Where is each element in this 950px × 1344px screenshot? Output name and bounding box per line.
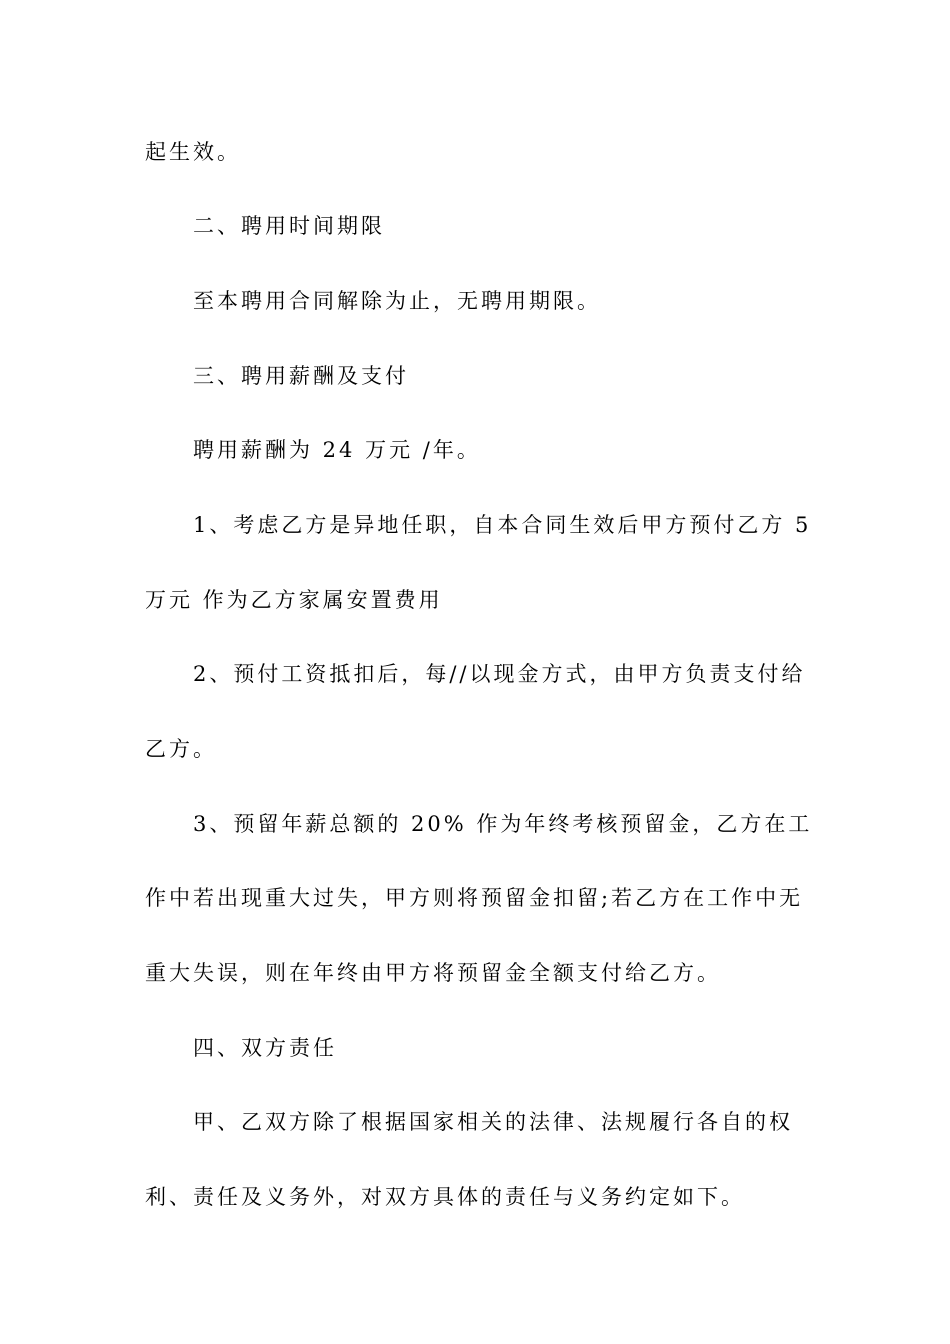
- section-heading: 三、聘用薪酬及支付: [193, 364, 409, 388]
- text-line: 万元 作为乙方家属安置费用: [145, 588, 443, 612]
- text-line: 至本聘用合同解除为止，无聘用期限。: [193, 289, 601, 313]
- text-line: 2、预付工资抵扣后，每//以现金方式，由甲方负责支付给: [193, 662, 806, 686]
- text-line: 聘用薪酬为 24 万元 /年。: [193, 438, 481, 462]
- section-heading: 二、聘用时间期限: [193, 214, 385, 238]
- text-line: 重大失误，则在年终由甲方将预留金全额支付给乙方。: [145, 961, 721, 985]
- text-line: 利、责任及义务外，对双方具体的责任与义务约定如下。: [145, 1185, 745, 1209]
- text-line: 3、预留年薪总额的 20% 作为年终考核预留金，乙方在工: [193, 812, 813, 836]
- text-line: 乙方。: [145, 737, 217, 761]
- text-line: 作中若出现重大过失，甲方则将预留金扣留;若乙方在工作中无: [145, 886, 804, 910]
- text-line: 甲、乙双方除了根据国家相关的法律、法规履行各自的权: [193, 1110, 793, 1134]
- section-heading: 四、双方责任: [193, 1036, 337, 1060]
- text-line: 起生效。: [145, 140, 241, 164]
- text-line: 1、考虑乙方是异地任职，自本合同生效后甲方预付乙方 5: [193, 513, 812, 537]
